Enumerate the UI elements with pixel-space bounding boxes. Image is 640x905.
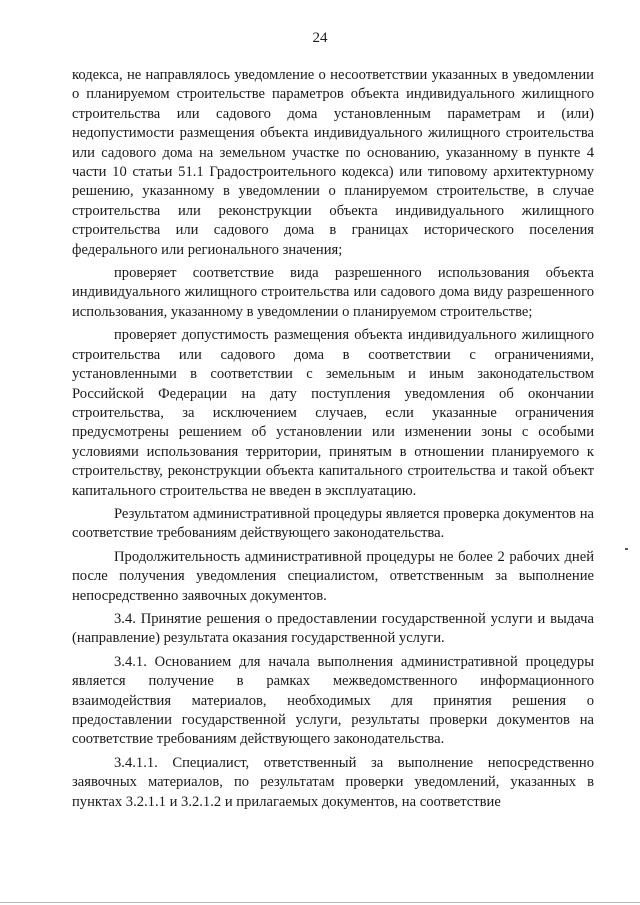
page-number: 24 — [312, 30, 328, 46]
document-body — [72, 66, 594, 812]
scan-artifact — [625, 548, 628, 550]
scan-bottom-edge — [0, 902, 640, 903]
section-heading-3-4: 3.4. Принятие решения о предоставлении государственной услуги и выдача (направление) результата оказания государственной услуги. — [72, 610, 594, 647]
paragraph-3-4-1-1: 3.4.1.1. Специалист, ответственный за выполнение непосредственно заявочных материалов, по результатам проверки уведомлений, указанных в пунктах 3.2.1.1 и 3.2.1.2 и прилагаемых документов, на соответствие — [72, 754, 594, 810]
paragraph-5: Продолжительность административной процедуры не более 2 рабочих дней после получения уведомления специалистом, ответственным за выполнение непосредственно заявочных документов. — [72, 548, 594, 604]
paragraph-3-4-1: 3.4.1. Основанием для начала выполнения административной процедуры является получение в рамках межведомственного информационного взаимодействия материалов, необходимых для принятия решения о предоставлении государственной услуги, результаты проверки документов на соответствие требованиям действующего законодательства. — [72, 653, 594, 748]
paragraph-2: проверяет соответствие вида разрешенного использования объекта индивидуального жилищного строительства или садового дома виду разрешенного использования, указанному в уведомлении о планируемом строительстве; — [72, 265, 594, 320]
paragraph-4: Результатом административной процедуры является проверка документов на соответствие требованиям действующего законодательства. — [72, 505, 594, 542]
paragraph-3: проверяет допустимость размещения объекта индивидуального жилищного строительства или садового дома в соответствии с ограничениями, установленными в соответствии с земельным и иным законодательством Российской Федерации на дату поступления уведомления об окончании строительства, за исключением случаев, если указанные ограничения предусмотрены решением об установлении или изменении зоны с особыми условиями использования территории, принятым в отношении планируемого к строительству, реконструкции объекта капитального строительства и такой объект капитального строительства не введен в эксплуатацию. — [72, 327, 594, 499]
paragraph-1-continuation: кодекса, не направлялось уведомление о несоответствии указанных в уведомлении о планируемом строительстве параметров объекта индивидуального жилищного строительства или садового дома установленным параметрам и (или) недопустимости размещения объекта индивидуального жилищного строительства или садового дома на земельном участке по основанию, указанному в пункте 4 части 10 статьи 51.1 Градостроительного кодекса) или типовому архитектурному решению, указанному в уведомлении о планируемом строительстве, в случае строительства или реконструкции объекта индивидуального жилищного строительства или садового дома в границах исторического поселения федерального или регионального значения; — [72, 67, 594, 258]
